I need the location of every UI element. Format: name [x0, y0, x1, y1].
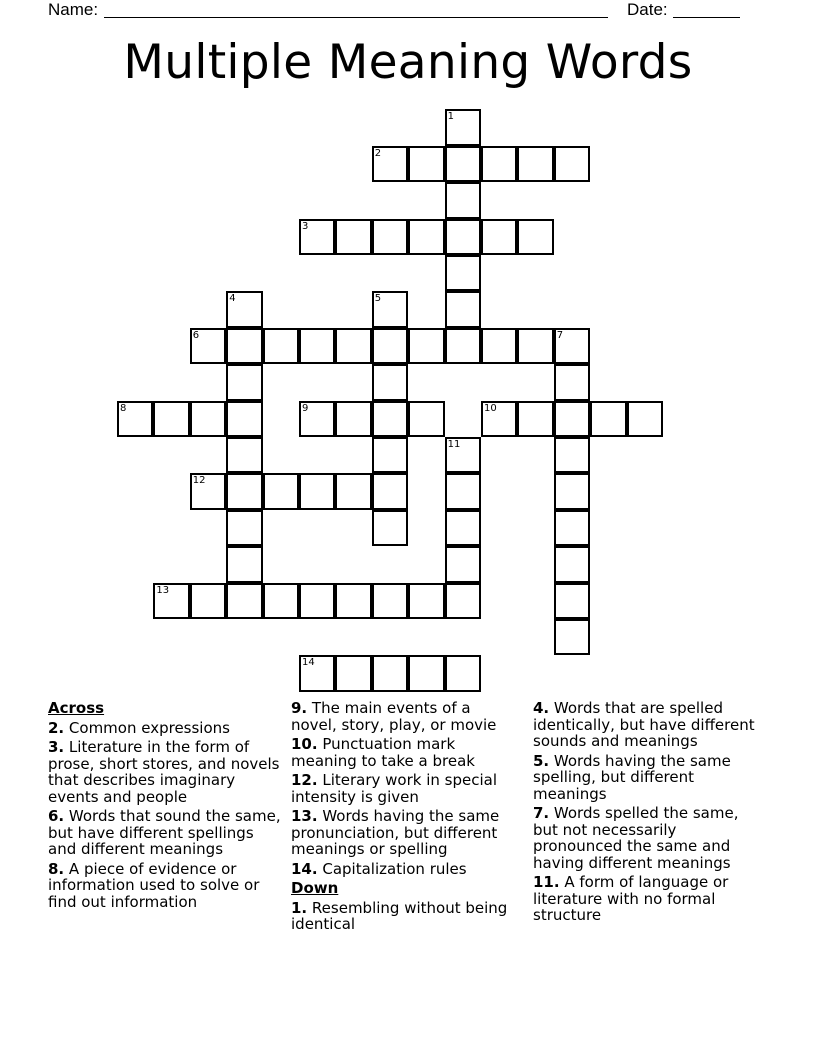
date-label: Date: — [627, 0, 668, 19]
clue-number: 13 — [156, 584, 170, 596]
crossword-cell[interactable] — [408, 219, 444, 255]
crossword-cell[interactable] — [263, 473, 299, 509]
crossword-cell[interactable] — [590, 401, 626, 437]
crossword-cell[interactable] — [445, 655, 481, 691]
crossword-cell[interactable] — [445, 182, 481, 218]
crossword-cell[interactable] — [554, 328, 590, 364]
crossword-cell[interactable] — [226, 364, 262, 400]
crossword-cell[interactable] — [335, 583, 371, 619]
clue-across-13: 13. Words having the same pronunciation, but different meanings or spelling — [291, 807, 500, 858]
crossword-cell[interactable] — [554, 510, 590, 546]
crossword-cell[interactable] — [226, 473, 262, 509]
crossword-cell[interactable] — [226, 546, 262, 582]
crossword-cell[interactable] — [299, 219, 335, 255]
clue-number: 6 — [192, 329, 200, 341]
crossword-cell[interactable] — [117, 401, 153, 437]
crossword-cell[interactable] — [335, 473, 371, 509]
clue-across-3: 3. Literature in the form of prose, short stores, and novels that describes imaginary events and people — [48, 738, 280, 806]
clues-column-3 — [533, 700, 765, 927]
crossword-cell[interactable] — [372, 437, 408, 473]
crossword-cell[interactable] — [554, 546, 590, 582]
page-title: Multiple Meaning Words — [123, 35, 693, 90]
crossword-cell[interactable] — [445, 291, 481, 327]
crossword-cell[interactable] — [445, 255, 481, 291]
clue-number: 5 — [374, 293, 382, 305]
crossword-cell[interactable] — [554, 401, 590, 437]
clue-number: 14 — [302, 657, 315, 669]
crossword-cell[interactable] — [445, 473, 481, 509]
crossword-cell[interactable] — [554, 364, 590, 400]
clue-across-2: 2. Common expressions — [48, 718, 230, 737]
clue-number: 1 — [447, 111, 454, 123]
clue-across-6: 6. Words that sound the same, but have different spellings and different meanings — [48, 807, 281, 858]
clue-across-8: 8. A piece of evidence or information used to solve or find out information — [48, 859, 260, 911]
crossword-cell[interactable] — [627, 401, 663, 437]
crossword-cell[interactable] — [481, 328, 517, 364]
crossword-cell[interactable] — [408, 583, 444, 619]
crossword-cell[interactable] — [554, 619, 590, 655]
crossword-cell[interactable] — [153, 583, 189, 619]
clue-number: 8 — [120, 402, 127, 414]
clue-number: 2 — [374, 147, 382, 159]
clue-down-7: 7. Words spelled the same, but not necessarily pronounced the same and having different meanings — [533, 804, 739, 872]
clue-across-10: 10. Punctuation mark meaning to take a break — [291, 735, 475, 770]
crossword-cell[interactable] — [372, 328, 408, 364]
crossword-cell[interactable] — [481, 401, 517, 437]
clue-number: 11 — [447, 439, 461, 450]
clue-across-14: 14. Capitalization rules — [291, 859, 467, 878]
crossword-cell[interactable] — [226, 583, 262, 619]
crossword-cell[interactable] — [554, 146, 590, 182]
crossword-cell[interactable] — [263, 328, 299, 364]
crossword-cell[interactable] — [517, 146, 553, 182]
crossword-cell[interactable] — [554, 473, 590, 509]
clue-number: 10 — [484, 402, 497, 414]
crossword-cell[interactable] — [335, 655, 371, 691]
clue-number: 4 — [229, 293, 236, 305]
crossword-cell[interactable] — [335, 401, 371, 437]
crossword-cell[interactable] — [445, 437, 481, 473]
crossword-cell[interactable] — [372, 510, 408, 546]
crossword-cell[interactable] — [372, 291, 408, 327]
crossword-cell[interactable] — [372, 655, 408, 691]
clue-number: 12 — [192, 475, 206, 487]
clue-number: 9 — [302, 402, 309, 414]
across-heading: Across — [48, 699, 105, 717]
crossword-cell[interactable] — [190, 328, 226, 364]
clue-down-4: 4. Words that are spelled identically, but have different sounds and meanings — [533, 699, 755, 750]
clues-column-1 — [48, 700, 282, 913]
crossword-cell[interactable] — [190, 401, 226, 437]
crossword-cell[interactable] — [554, 437, 590, 473]
crossword-cell[interactable] — [299, 473, 335, 509]
crossword-cell[interactable] — [226, 437, 262, 473]
crossword-cell[interactable] — [554, 583, 590, 619]
clues-section — [0, 700, 816, 1056]
down-heading: Down — [291, 879, 339, 897]
crossword-cell[interactable] — [408, 146, 444, 182]
crossword-cell[interactable] — [299, 328, 335, 364]
crossword-cell[interactable] — [190, 473, 226, 509]
crossword-cell[interactable] — [445, 109, 481, 145]
crossword-cell[interactable] — [372, 401, 408, 437]
clue-down-1: 1. Resembling without being identical — [291, 898, 508, 933]
crossword-cell[interactable] — [445, 510, 481, 546]
crossword-cell[interactable] — [481, 219, 517, 255]
crossword-cell[interactable] — [408, 401, 444, 437]
clues-column-2 — [291, 700, 519, 936]
crossword-cell[interactable] — [445, 328, 481, 364]
crossword-cell[interactable] — [226, 401, 262, 437]
crossword-cell[interactable] — [190, 583, 226, 619]
crossword-cell[interactable] — [372, 146, 408, 182]
clue-number: 7 — [556, 329, 564, 341]
crossword-cell[interactable] — [226, 291, 262, 327]
crossword-cell[interactable] — [445, 546, 481, 582]
crossword-cell[interactable] — [517, 328, 553, 364]
crossword-cell[interactable] — [372, 219, 408, 255]
crossword-cell[interactable] — [481, 146, 517, 182]
crossword-cell[interactable] — [335, 328, 371, 364]
crossword-cell[interactable] — [445, 219, 481, 255]
crossword-cell[interactable] — [299, 583, 335, 619]
clue-down-11: 11. A form of language or literature with no formal structure — [533, 873, 729, 924]
crossword-cell[interactable] — [445, 146, 481, 182]
crossword-cell[interactable] — [445, 583, 481, 619]
name-label: Name: — [48, 0, 99, 19]
crossword-cell[interactable] — [372, 583, 408, 619]
crossword-cell[interactable] — [335, 219, 371, 255]
crossword-cell[interactable] — [299, 655, 335, 691]
crossword-cell[interactable] — [408, 655, 444, 691]
crossword-cell[interactable] — [372, 364, 408, 400]
crossword-cell[interactable] — [226, 510, 262, 546]
clue-number: 3 — [302, 220, 309, 232]
crossword-cell[interactable] — [408, 328, 444, 364]
clue-down-5: 5. Words having the same spelling, but different meanings — [533, 751, 731, 803]
clue-across-9: 9. The main events of a novel, story, play, or movie — [291, 699, 497, 734]
crossword-cell[interactable] — [263, 583, 299, 619]
crossword-cell[interactable] — [517, 401, 553, 437]
crossword-cell[interactable] — [372, 473, 408, 509]
clue-across-12: 12. Literary work in special intensity is given — [291, 771, 498, 806]
crossword-cell[interactable] — [299, 401, 335, 437]
crossword-cell[interactable] — [517, 219, 553, 255]
crossword-cell[interactable] — [226, 328, 262, 364]
crossword-cell[interactable] — [153, 401, 189, 437]
